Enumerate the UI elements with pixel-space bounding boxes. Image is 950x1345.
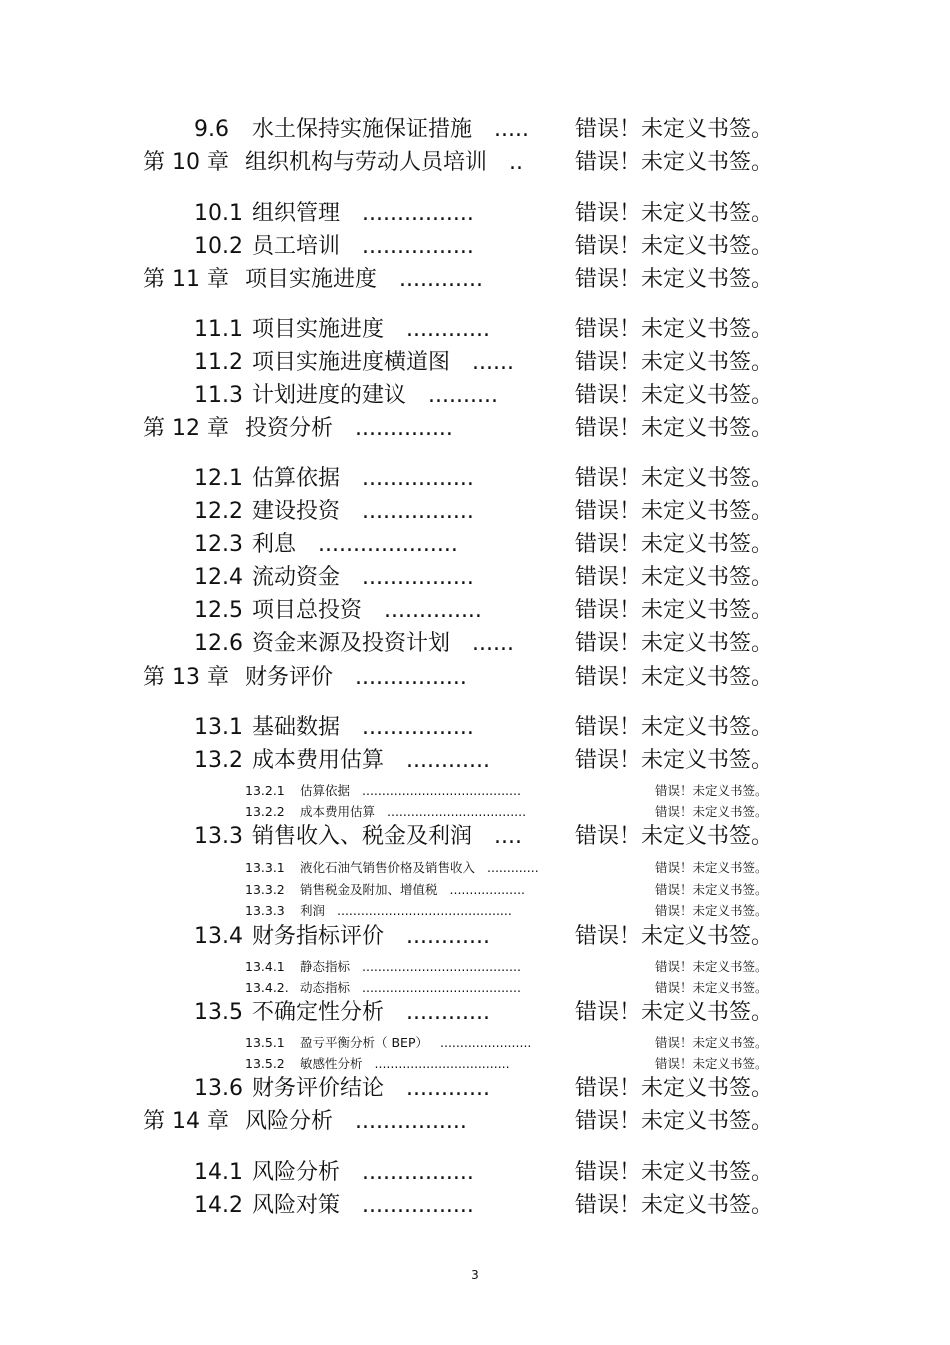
toc-dot-leader: ..... [494, 117, 529, 142]
toc-dot-leader: ................................... [387, 804, 527, 819]
toc-entry-number: 12.1 [194, 466, 243, 491]
toc-entry-title: 敏感性分析 [300, 1056, 363, 1071]
toc-page-reference: 错误！未定义书签。 [655, 1035, 768, 1050]
toc-entry-number: 第 10 章 [143, 150, 229, 175]
toc-entry-title: 利息 [252, 532, 297, 557]
toc-dot-leader: .................................. [374, 1056, 510, 1071]
toc-entry-title: 计划进度的建议 [252, 383, 407, 408]
toc-page-reference: 错误！未定义书签。 [575, 715, 774, 740]
toc-page-reference: 错误！未定义书签。 [655, 959, 768, 974]
toc-entry-number: 13.1 [194, 715, 243, 740]
toc-dot-leader: .................... [318, 532, 458, 557]
toc-page-reference: 错误！未定义书签。 [575, 117, 774, 142]
toc-page-reference: 错误！未定义书签。 [575, 1076, 774, 1101]
toc-entry-title: 组织管理 [252, 201, 341, 226]
toc-entry-title: 财务评价结论 [252, 1076, 385, 1101]
toc-entry-number: 13.2.2 [245, 804, 285, 819]
toc-entry-number: 14.1 [194, 1160, 243, 1185]
toc-entry-number: 13.6 [194, 1076, 243, 1101]
toc-entry-number: 第 11 章 [143, 267, 229, 292]
toc-dot-leader: .............. [384, 598, 482, 623]
toc-page-reference: 错误！未定义书签。 [655, 903, 768, 918]
toc-page-reference: 错误！未定义书签。 [575, 150, 774, 175]
toc-entry-title: 项目总投资 [252, 598, 363, 623]
toc-dot-leader: .............. [355, 416, 453, 441]
toc-entry-number: 第 14 章 [143, 1109, 229, 1134]
toc-dot-leader: ................ [355, 1109, 467, 1134]
toc-dot-leader: ................ [362, 234, 474, 259]
toc-dot-leader: ............ [399, 267, 483, 292]
toc-entry-number: 13.3.2 [245, 882, 285, 897]
toc-entry-number: 13.3 [194, 824, 243, 849]
toc-entry-title: 利润 [300, 903, 326, 918]
toc-entry-title: 销售收入、税金及利润 [252, 824, 473, 849]
toc-entry-number: 9.6 [194, 117, 229, 142]
toc-entry-title: 成本费用估算 [252, 748, 385, 773]
toc-dot-leader: ............. [487, 860, 539, 875]
toc-page-reference: 错误！未定义书签。 [575, 1000, 774, 1025]
toc-entry-title: 组织机构与劳动人员培训 [245, 150, 488, 175]
toc-entry-title: 项目实施进度 [252, 317, 385, 342]
toc-dot-leader: ................ [355, 665, 467, 690]
toc-entry-title: 风险分析 [252, 1160, 341, 1185]
toc-entry-number: 第 12 章 [143, 416, 229, 441]
toc-dot-leader: ................ [362, 466, 474, 491]
toc-entry-title: 基础数据 [252, 715, 341, 740]
toc-page-reference: 错误！未定义书签。 [575, 350, 774, 375]
toc-entry-title: 资金来源及投资计划 [252, 631, 451, 656]
toc-page-reference: 错误！未定义书签。 [575, 924, 774, 949]
toc-entry-title: 建设投资 [252, 499, 341, 524]
toc-dot-leader: ................ [362, 565, 474, 590]
toc-page-reference: 错误！未定义书签。 [655, 860, 768, 875]
toc-entry-number: 12.3 [194, 532, 243, 557]
toc-dot-leader: .......... [428, 383, 498, 408]
toc-page-reference: 错误！未定义书签。 [575, 1160, 774, 1185]
toc-entry-title: 员工培训 [252, 234, 341, 259]
toc-page-reference: 错误！未定义书签。 [655, 980, 768, 995]
toc-dot-leader: ............ [406, 748, 490, 773]
toc-dot-leader: ............ [406, 1000, 490, 1025]
toc-dot-leader: ................... [449, 882, 526, 897]
toc-entry-number: 13.5.2 [245, 1056, 285, 1071]
toc-entry-title: 估算依据 [252, 466, 341, 491]
toc-dot-leader: ................ [362, 715, 474, 740]
toc-dot-leader: ................ [362, 201, 474, 226]
toc-entry-title: 静态指标 [300, 959, 351, 974]
toc-entry-number: 14.2 [194, 1193, 243, 1218]
toc-entry-number: 13.5.1 [245, 1035, 285, 1050]
toc-page-reference: 错误！未定义书签。 [655, 1056, 768, 1071]
toc-entry-title: 财务评价 [245, 665, 334, 690]
toc-dot-leader: ............ [406, 317, 490, 342]
toc-entry-title: 流动资金 [252, 565, 341, 590]
toc-page-reference: 错误！未定义书签。 [575, 201, 774, 226]
toc-dot-leader: ........................................ [362, 959, 521, 974]
toc-entry-title: 水土保持实施保证措施 [252, 117, 473, 142]
toc-page-reference: 错误！未定义书签。 [655, 783, 768, 798]
toc-entry-number: 11.2 [194, 350, 243, 375]
toc-page-reference: 错误！未定义书签。 [655, 882, 768, 897]
toc-entry-title: 风险对策 [252, 1193, 341, 1218]
toc-entry-number: 12.6 [194, 631, 243, 656]
toc-entry-title: 销售税金及附加、增值税 [300, 882, 438, 897]
toc-page-reference: 错误！未定义书签。 [575, 383, 774, 408]
toc-entry-title: 投资分析 [245, 416, 334, 441]
toc-entry-number: 13.3.3 [245, 903, 285, 918]
toc-entry-title: 财务指标评价 [252, 924, 385, 949]
toc-page-reference: 错误！未定义书签。 [575, 267, 774, 292]
toc-entry-number: 13.5 [194, 1000, 243, 1025]
toc-entry-title: 风险分析 [245, 1109, 334, 1134]
toc-page-reference: 错误！未定义书签。 [575, 1109, 774, 1134]
toc-dot-leader: .. [509, 150, 524, 175]
toc-entry-number: 12.2 [194, 499, 243, 524]
toc-entry-number: 10.2 [194, 234, 243, 259]
toc-page-reference: 错误！未定义书签。 [575, 598, 774, 623]
toc-entry-number: 13.4.1 [245, 959, 285, 974]
toc-dot-leader: ........................................ [362, 980, 521, 995]
toc-entry-title: 盈亏平衡分析（ BEP） [300, 1035, 428, 1050]
toc-entry-number: 13.2.1 [245, 783, 285, 798]
toc-entry-number: 第 13 章 [143, 665, 229, 690]
toc-page-reference: 错误！未定义书签。 [575, 317, 774, 342]
toc-page-reference: 错误！未定义书签。 [575, 466, 774, 491]
toc-entry-title: 成本费用估算 [300, 804, 376, 819]
toc-entry-title: 项目实施进度 [245, 267, 378, 292]
toc-dot-leader: ................ [362, 499, 474, 524]
toc-entry-number: 12.4 [194, 565, 243, 590]
toc-dot-leader: ............ [406, 1076, 490, 1101]
toc-dot-leader: ................ [362, 1193, 474, 1218]
toc-page-reference: 错误！未定义书签。 [575, 499, 774, 524]
toc-page-reference: 错误！未定义书签。 [575, 665, 774, 690]
toc-entry-number: 11.1 [194, 317, 243, 342]
toc-entry-number: 13.2 [194, 748, 243, 773]
toc-page-reference: 错误！未定义书签。 [575, 565, 774, 590]
toc-dot-leader: ....................... [440, 1035, 532, 1050]
toc-page-reference: 错误！未定义书签。 [575, 824, 774, 849]
toc-entry-number: 10.1 [194, 201, 243, 226]
toc-dot-leader: ................ [362, 1160, 474, 1185]
toc-entry-title: 项目实施进度横道图 [252, 350, 451, 375]
toc-dot-leader: ........................................ [362, 783, 521, 798]
toc-entry-number: 13.4.2. [245, 980, 289, 995]
page-number: 3 [471, 1268, 479, 1282]
toc-entry-title: 不确定性分析 [252, 1000, 385, 1025]
toc-entry-title: 液化石油气销售价格及销售收入 [300, 860, 476, 875]
toc-entry-number: 12.5 [194, 598, 243, 623]
toc-page-reference: 错误！未定义书签。 [575, 1193, 774, 1218]
toc-page-reference: 错误！未定义书签。 [575, 631, 774, 656]
toc-page-reference: 错误！未定义书签。 [575, 748, 774, 773]
toc-dot-leader: ............................................ [337, 903, 512, 918]
toc-entry-title: 估算依据 [300, 783, 351, 798]
toc-dot-leader: ...... [472, 631, 514, 656]
toc-page-reference: 错误！未定义书签。 [575, 416, 774, 441]
toc-entry-title: 动态指标 [300, 980, 351, 995]
toc-dot-leader: ............ [406, 924, 490, 949]
toc-entry-number: 13.3.1 [245, 860, 285, 875]
toc-entry-number: 13.4 [194, 924, 243, 949]
toc-page-reference: 错误！未定义书签。 [655, 804, 768, 819]
toc-entry-number: 11.3 [194, 383, 243, 408]
toc-dot-leader: .... [494, 824, 522, 849]
toc-page-reference: 错误！未定义书签。 [575, 234, 774, 259]
toc-dot-leader: ...... [472, 350, 514, 375]
toc-page-reference: 错误！未定义书签。 [575, 532, 774, 557]
